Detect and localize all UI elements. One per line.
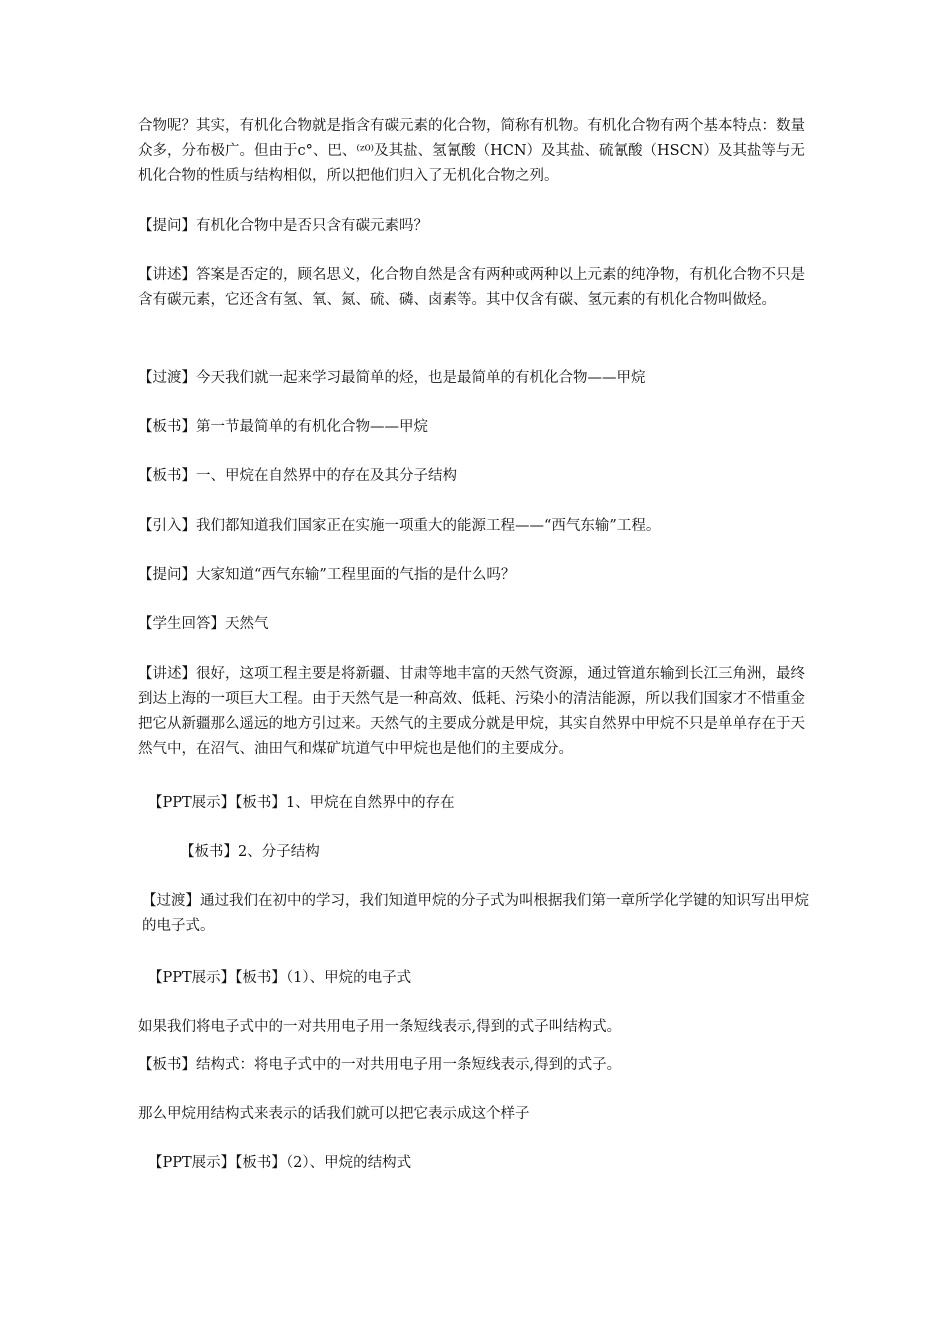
paragraph-tag: 【提问】 — [138, 218, 196, 234]
paragraph-text: 今天我们就一起来学习最简单的烃，也是最简单的有机化合物——甲烷 — [196, 370, 646, 386]
paragraph-text: 合物呢？其实，有机化合物就是指含有碳元素的化合物，简称有机物。有机化合物有两个基本特点：数量众多，分布极广。但由于c°、巴、⁽ᶻ⁰⁾及其盐、氢氰酸（HCN）及其盐、硫氰酸（HSCN）及其盐等与无机化合物的性质与结构相似，所以把他们归入了无机化合物之列。 — [138, 118, 805, 184]
paragraph-text: 那么甲烷用结构式来表示的话我们就可以把它表示成这个样子 — [138, 1106, 530, 1122]
paragraph-text: 1、甲烷在自然界中的存在 — [285, 795, 455, 811]
paragraph-text: （2）、甲烷的结构式 — [285, 1155, 412, 1171]
paragraph-text: （1）、甲烷的电子式 — [285, 970, 412, 986]
paragraph-text: 我们都知道我们国家正在实施一项重大的能源工程——“西气东输”工程。 — [196, 518, 661, 534]
paragraph-explanation-elements — [138, 263, 818, 313]
paragraph-tag: 【讲述】 — [138, 267, 196, 283]
paragraph-text: 结构式：将电子式中的一对共用电子用一条短线表示,得到的式子。 — [196, 1057, 622, 1073]
paragraph-tag: 【板书】 — [180, 844, 238, 860]
paragraph-tag: 【板书】 — [138, 468, 196, 484]
paragraph-explanation-natural-gas — [138, 662, 818, 762]
paragraph-text: 通过我们在初中的学习，我们知道甲烷的分子式为叫根据我们第一章所学化学键的知识写出甲烷的电子式。 — [142, 893, 809, 934]
paragraph-tag: 【PPT展示】【板书】 — [148, 795, 286, 811]
paragraph-tag: 【板书】 — [138, 419, 196, 435]
paragraph-board-molecular-structure — [180, 840, 860, 865]
paragraph-text: 如果我们将电子式中的一对共用电子用一条短线表示,得到的式子叫结构式。 — [138, 1019, 622, 1035]
paragraph-board-section-title — [138, 415, 818, 440]
paragraph-text: 第一节最简单的有机化合物——甲烷 — [196, 419, 428, 435]
paragraph-transition-methane — [138, 366, 818, 391]
paragraph-introduction-project — [138, 514, 818, 539]
paragraph-tag: 【PPT展示】【板书】 — [148, 1155, 286, 1171]
paragraph-question-carbon-only — [138, 214, 818, 239]
paragraph-question-gas — [138, 563, 818, 588]
paragraph-tag: 【过渡】 — [138, 370, 196, 386]
paragraph-organic-compound-definition — [138, 114, 818, 189]
paragraph-text: 大家知道“西气东输”工程里面的气指的是什么吗？ — [196, 567, 516, 583]
paragraph-tag: 【PPT展示】【板书】 — [148, 970, 286, 986]
paragraph-text: 天然气 — [225, 616, 269, 632]
paragraph-board-structural-definition — [138, 1053, 818, 1078]
paragraph-board-subsection-one — [138, 464, 818, 489]
paragraph-tag: 【讲述】 — [138, 666, 196, 682]
paragraph-text: 2、分子结构 — [238, 844, 320, 860]
paragraph-text: 很好，这项工程主要是将新疆、甘肃等地丰富的天然气资源，通过管道东输到长江三角洲，最终到达上海的一项巨大工程。由于天然气是一种高效、低耗、污染小的清洁能源，所以我们国家才不惜重金把它从新疆那么遥远的地方引过来。天然气的主要成分就是甲烷，其实自然界中甲烷不只是单单存在于天然气中，在沼气、油田气和煤矿坑道气中甲烷也是他们的主要成分。 — [138, 666, 805, 757]
paragraph-text: 一、甲烷在自然界中的存在及其分子结构 — [196, 468, 457, 484]
paragraph-student-answer — [138, 612, 818, 637]
paragraph-text: 有机化合物中是否只含有碳元素吗？ — [196, 218, 428, 234]
paragraph-tag: 【引入】 — [138, 518, 196, 534]
paragraph-transition-electron-formula — [142, 889, 822, 939]
paragraph-ppt-structural-formula — [148, 1151, 828, 1176]
paragraph-tag: 【学生回答】 — [138, 616, 225, 632]
paragraph-ppt-electron-formula — [148, 966, 828, 991]
paragraph-ppt-existence — [148, 791, 828, 816]
paragraph-structural-formula-intro — [138, 1015, 818, 1040]
paragraph-tag: 【过渡】 — [142, 893, 200, 909]
paragraph-structural-representation — [138, 1102, 818, 1127]
paragraph-tag: 【板书】 — [138, 1057, 196, 1073]
paragraph-text: 答案是否定的，顾名思义，化合物自然是含有两种或两种以上元素的纯净物，有机化合物不只是含有碳元素，它还含有氢、氧、氮、硫、磷、卤素等。其中仅含有碳、氢元素的有机化合物叫做烃。 — [138, 267, 805, 308]
paragraph-tag: 【提问】 — [138, 567, 196, 583]
